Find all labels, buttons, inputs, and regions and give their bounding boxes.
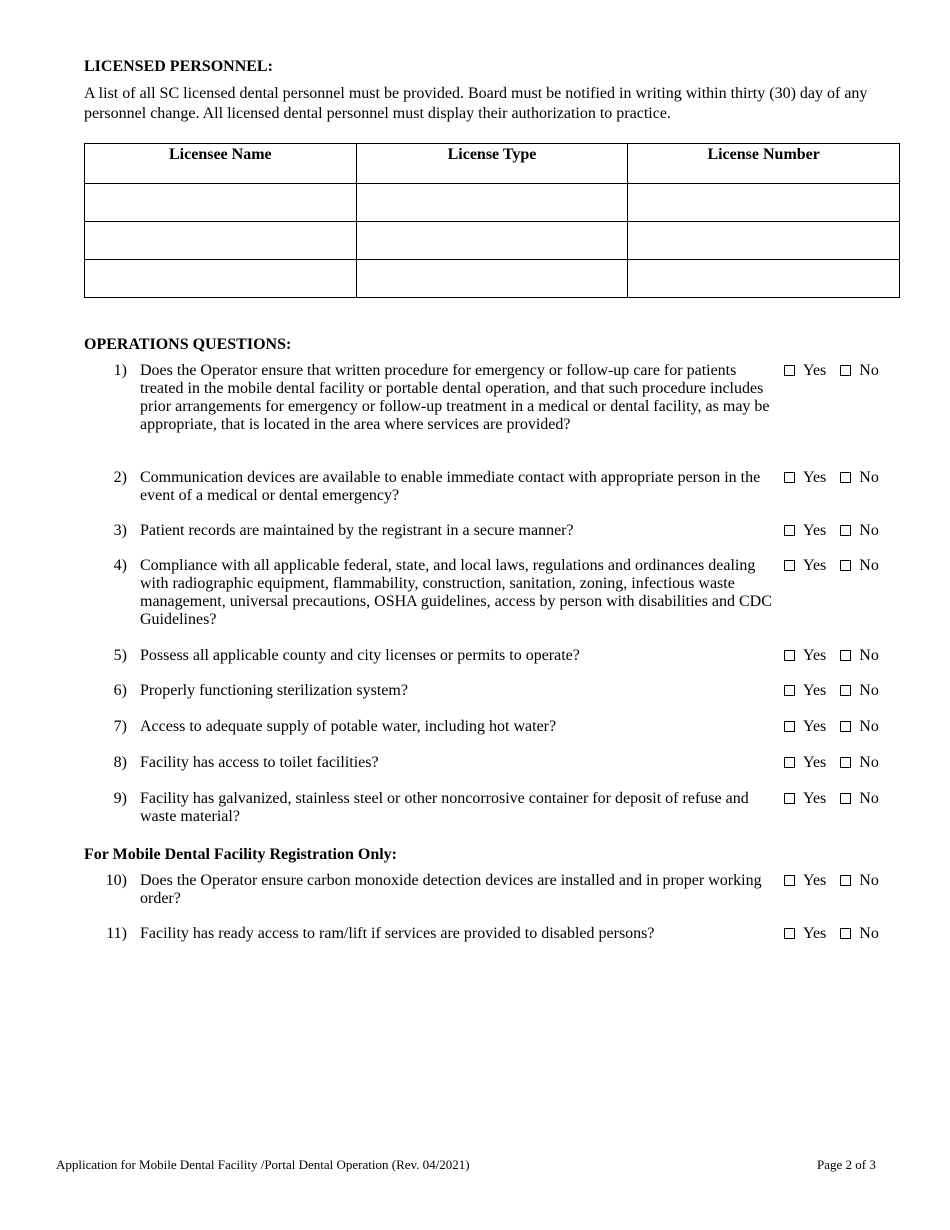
no-checkbox[interactable] xyxy=(840,875,851,886)
yes-no-options xyxy=(784,682,896,700)
yes-label: Yes xyxy=(803,682,827,699)
yes-no-options xyxy=(784,362,896,380)
question-number: 5) xyxy=(113,647,127,664)
no-label: No xyxy=(859,790,879,807)
question-text: Does the Operator ensure carbon monoxide detection devices are installed and in proper working order? xyxy=(140,872,762,907)
question-number: 8) xyxy=(113,754,127,771)
question-text: Access to adequate supply of potable water, including hot water? xyxy=(140,718,557,735)
no-label: No xyxy=(859,682,879,699)
no-checkbox[interactable] xyxy=(840,685,851,696)
yes-label: Yes xyxy=(803,557,827,574)
yes-checkbox[interactable] xyxy=(784,928,795,939)
licensed-personnel-heading: LICENSED PERSONNEL: xyxy=(84,58,273,75)
question-text: Does the Operator ensure that written procedure for emergency or follow-up care for patients treated in the mobile dental facility or portable dental operation, and that such procedure includes prior arrangements for emergency or follow-up treatment in a medical or dental facility, as may be appropriate, that is located in the area where services are provided? xyxy=(140,362,770,433)
no-label: No xyxy=(859,469,879,486)
licensee-name-cell[interactable] xyxy=(85,222,357,260)
yes-no-options xyxy=(784,790,896,808)
table-row xyxy=(85,260,900,298)
question-text: Possess all applicable county and city licenses or permits to operate? xyxy=(140,647,580,664)
yes-checkbox[interactable] xyxy=(784,685,795,696)
yes-checkbox[interactable] xyxy=(784,650,795,661)
yes-no-options xyxy=(784,872,896,890)
yes-label: Yes xyxy=(803,925,827,942)
mobile-only-heading: For Mobile Dental Facility Registration Only: xyxy=(84,846,397,863)
question-number: 11) xyxy=(106,925,127,942)
no-checkbox[interactable] xyxy=(840,525,851,536)
question-text: Facility has access to toilet facilities? xyxy=(140,754,379,771)
table-row xyxy=(85,222,900,260)
yes-checkbox[interactable] xyxy=(784,525,795,536)
no-checkbox[interactable] xyxy=(840,928,851,939)
yes-label: Yes xyxy=(803,469,827,486)
yes-checkbox[interactable] xyxy=(784,875,795,886)
question-number: 9) xyxy=(113,790,127,807)
license-number-cell[interactable] xyxy=(628,184,900,222)
yes-label: Yes xyxy=(803,790,827,807)
license-number-cell[interactable] xyxy=(628,222,900,260)
yes-label: Yes xyxy=(803,872,827,889)
no-label: No xyxy=(859,557,879,574)
yes-checkbox[interactable] xyxy=(784,721,795,732)
yes-no-options xyxy=(784,469,896,487)
licensed-personnel-intro: A list of all SC licensed dental personnel must be provided. Board must be notified in writing within thirty (30) day of any personnel change. All licensed dental personnel must display their authorization to practice. xyxy=(84,85,868,122)
question-number: 4) xyxy=(113,557,127,574)
question-text: Facility has ready access to ram/lift if services are provided to disabled persons? xyxy=(140,925,655,942)
yes-no-options xyxy=(784,718,896,736)
question-number: 2) xyxy=(113,469,127,486)
no-label: No xyxy=(859,522,879,539)
question-text: Patient records are maintained by the registrant in a secure manner? xyxy=(140,522,574,539)
question-number: 6) xyxy=(113,682,127,699)
license-type-cell[interactable] xyxy=(356,260,628,298)
no-checkbox[interactable] xyxy=(840,472,851,483)
operations-questions-heading: OPERATIONS QUESTIONS: xyxy=(84,336,292,353)
question-number: 10) xyxy=(105,872,127,889)
footer-page-number: Page 2 of 3 xyxy=(817,1157,876,1172)
no-label: No xyxy=(859,718,879,735)
yes-label: Yes xyxy=(803,362,827,379)
yes-checkbox[interactable] xyxy=(784,560,795,571)
question-text: Compliance with all applicable federal, state, and local laws, regulations and ordinances dealing with radiographic equipment, flammability, construction, sanitation, zoning, infectious waste management, universal precautions, OSHA guidelines, access by person with disabilities and CDC Guidelines? xyxy=(140,557,772,628)
table-header-row xyxy=(85,144,900,184)
yes-no-options xyxy=(784,647,896,665)
no-label: No xyxy=(859,362,879,379)
footer-form-title: Application for Mobile Dental Facility /Portal Dental Operation (Rev. 04/2021) xyxy=(56,1157,470,1172)
yes-label: Yes xyxy=(803,522,827,539)
question-text: Facility has galvanized, stainless steel or other noncorrosive container for deposit of refuse and waste material? xyxy=(140,790,749,825)
license-type-cell[interactable] xyxy=(356,222,628,260)
no-checkbox[interactable] xyxy=(840,650,851,661)
yes-label: Yes xyxy=(803,754,827,771)
yes-checkbox[interactable] xyxy=(784,793,795,804)
yes-no-options xyxy=(784,557,896,575)
column-header-license-type: License Type xyxy=(356,144,628,184)
table-row xyxy=(85,184,900,222)
yes-label: Yes xyxy=(803,647,827,664)
question-number: 7) xyxy=(113,718,127,735)
no-checkbox[interactable] xyxy=(840,793,851,804)
license-type-cell[interactable] xyxy=(356,184,628,222)
no-checkbox[interactable] xyxy=(840,365,851,376)
column-header-license-number: License Number xyxy=(628,144,900,184)
no-label: No xyxy=(859,925,879,942)
yes-no-options xyxy=(784,925,896,943)
no-label: No xyxy=(859,872,879,889)
yes-label: Yes xyxy=(803,718,827,735)
no-label: No xyxy=(859,647,879,664)
yes-checkbox[interactable] xyxy=(784,757,795,768)
license-number-cell[interactable] xyxy=(628,260,900,298)
yes-checkbox[interactable] xyxy=(784,472,795,483)
yes-checkbox[interactable] xyxy=(784,365,795,376)
question-number: 1) xyxy=(113,362,127,379)
question-text: Properly functioning sterilization system? xyxy=(140,682,408,699)
yes-no-options xyxy=(784,754,896,772)
yes-no-options xyxy=(784,522,896,540)
column-header-licensee-name: Licensee Name xyxy=(85,144,357,184)
no-checkbox[interactable] xyxy=(840,757,851,768)
no-checkbox[interactable] xyxy=(840,560,851,571)
no-checkbox[interactable] xyxy=(840,721,851,732)
licensee-name-cell[interactable] xyxy=(85,184,357,222)
licensee-name-cell[interactable] xyxy=(85,260,357,298)
question-text: Communication devices are available to enable immediate contact with appropriate person in the event of a medical or dental emergency? xyxy=(140,469,761,504)
licensee-table xyxy=(84,143,900,298)
no-label: No xyxy=(859,754,879,771)
question-number: 3) xyxy=(113,522,127,539)
